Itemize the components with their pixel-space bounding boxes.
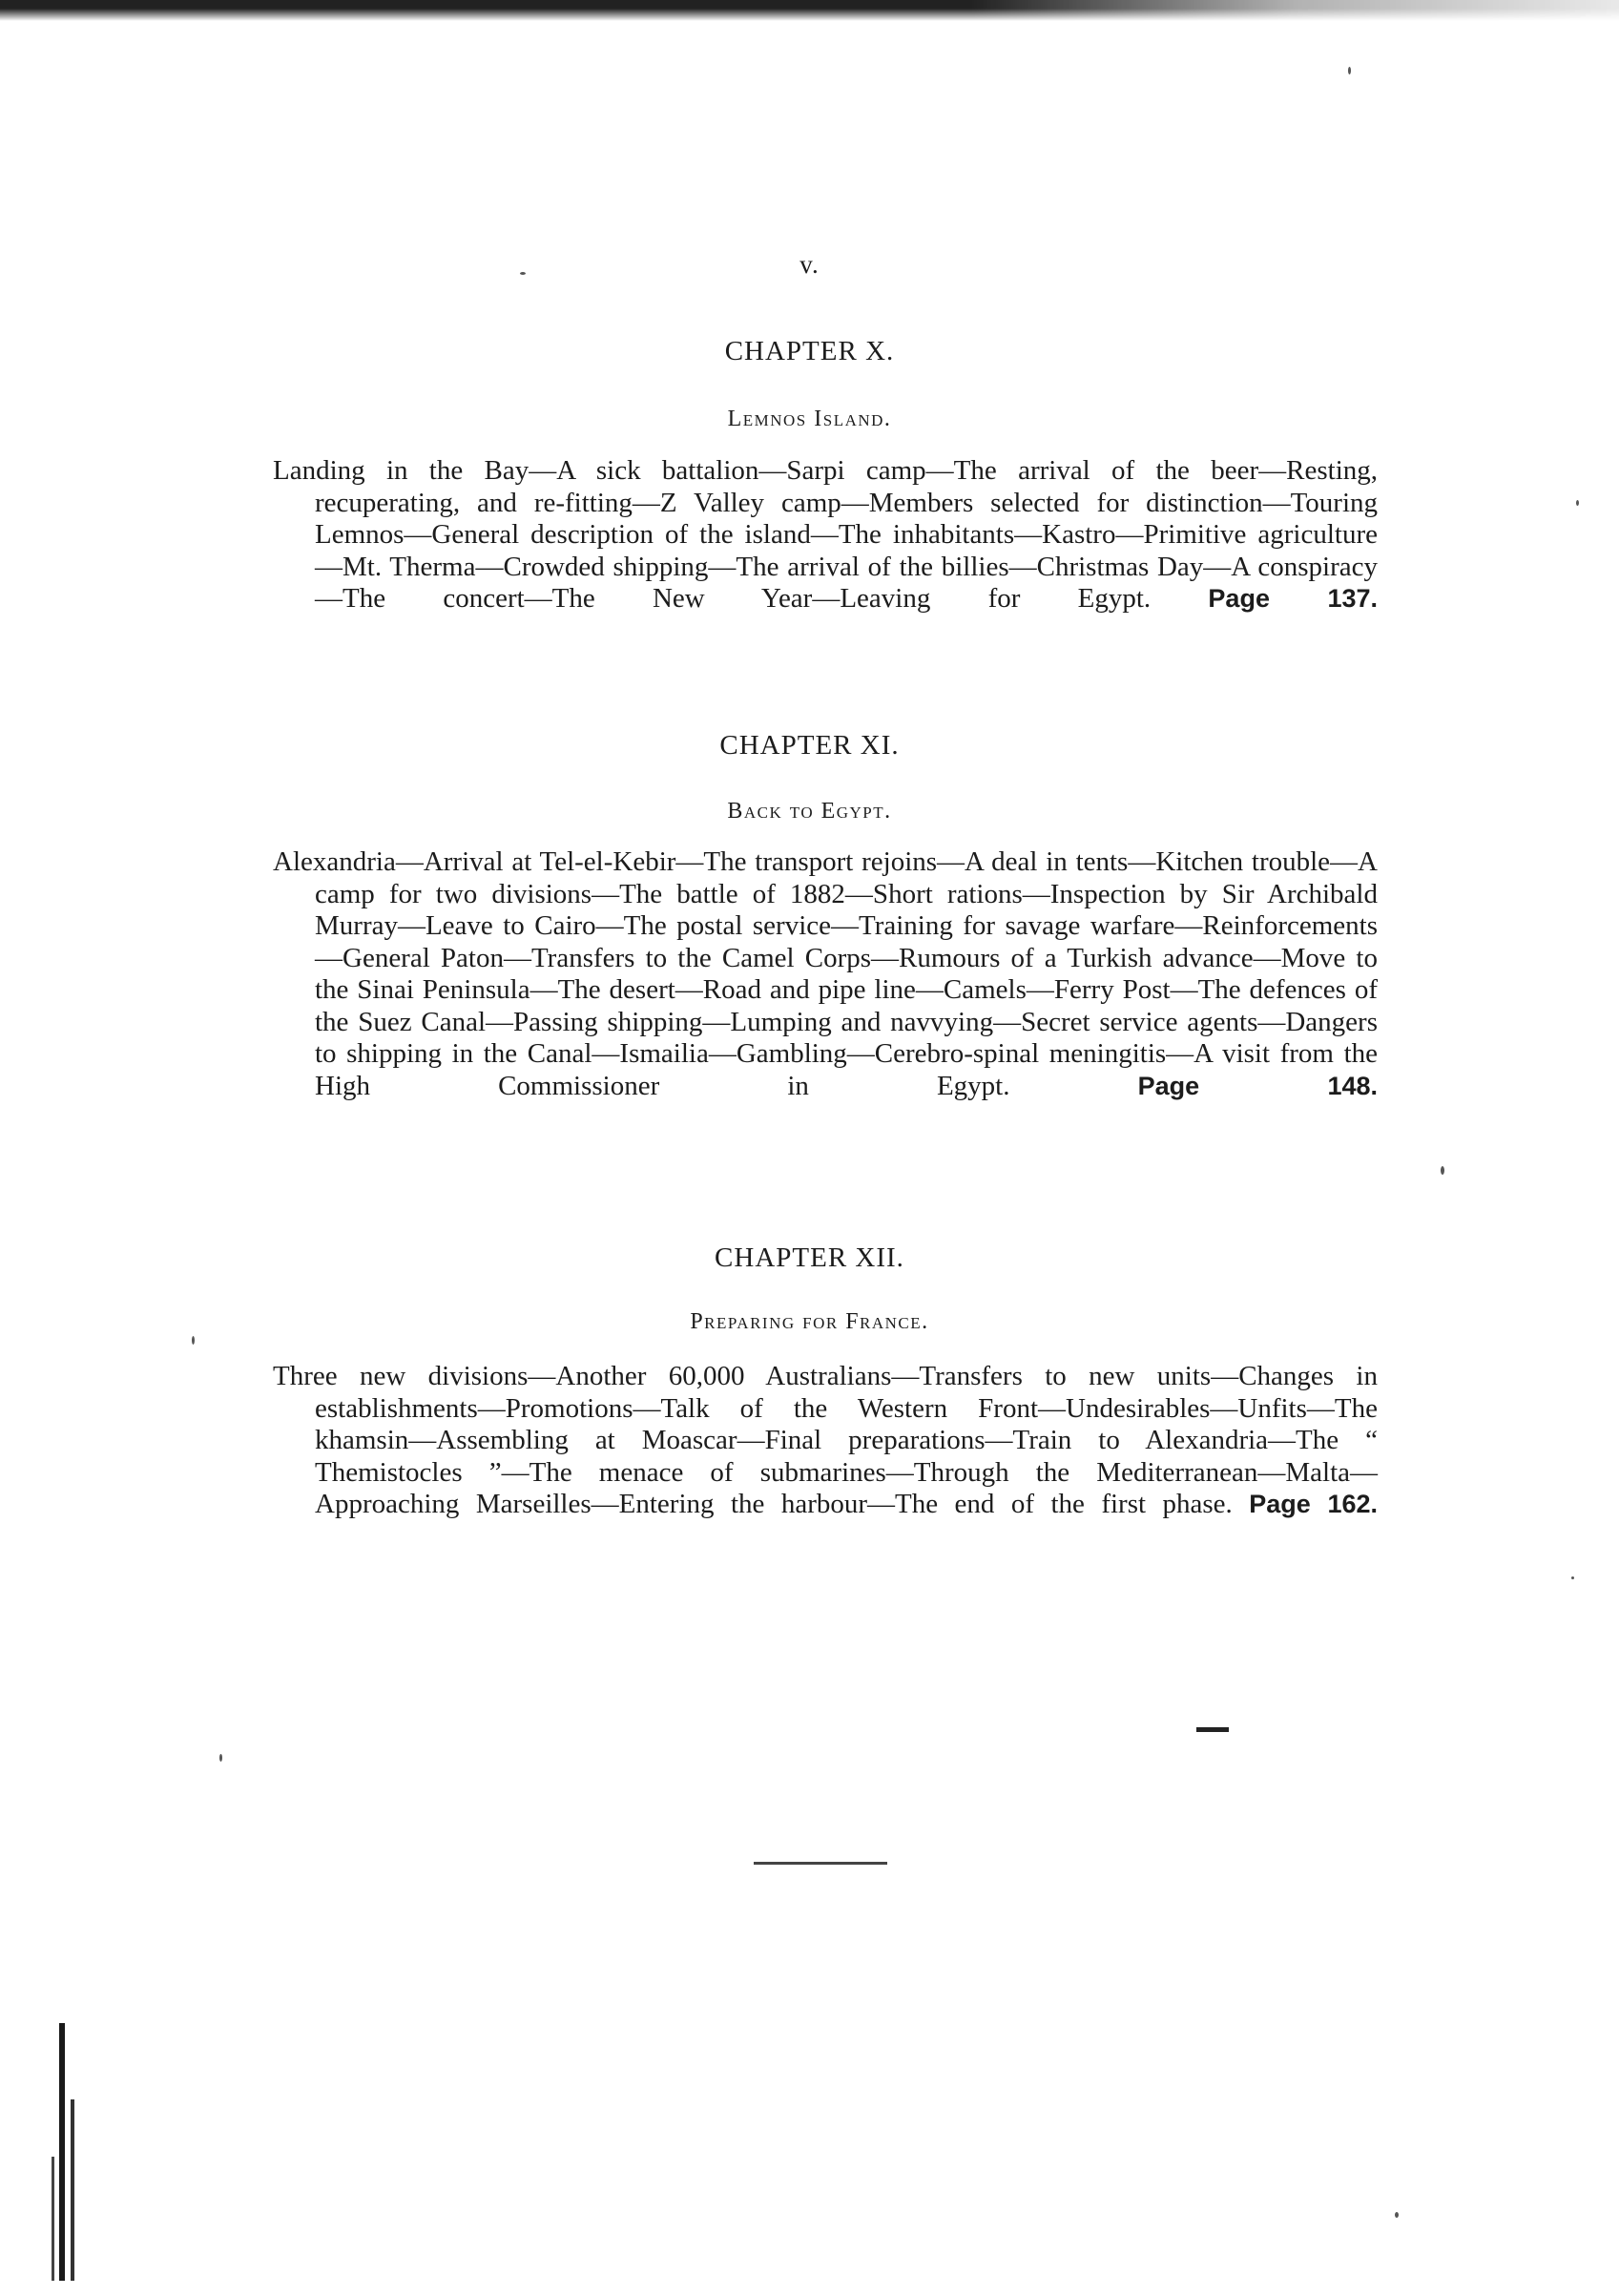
scan-left-edge [71, 2099, 74, 2281]
page-reference: Page 148. [1137, 1071, 1379, 1100]
scan-top-edge [0, 0, 1619, 21]
scan-speck [1348, 67, 1351, 74]
page-reference: Page 162. [1249, 1490, 1378, 1518]
scan-left-edge [59, 2023, 65, 2281]
scan-speck [1576, 500, 1579, 506]
scan-left-edge [52, 2157, 54, 2281]
chapter-subtitle: Preparing for France. [690, 1309, 929, 1334]
chapter-title: CHAPTER XII. [715, 1242, 904, 1273]
scan-speck [1571, 1576, 1574, 1579]
chapter-title: CHAPTER X. [724, 336, 895, 366]
chapter-subtitle: Back to Egypt. [727, 799, 892, 824]
ink-mark [1196, 1727, 1229, 1732]
separator-rule [754, 1862, 887, 1865]
scan-speck [1441, 1166, 1444, 1175]
summary-text: Three new divisions—Another 60,000 Australians—Transfers to new units—Changes in establishments—Promotions—Talk of the Western Front—Undesirables—Unfits—The khamsin—Assembling at Moascar—Final preparations—Train to Alexandria—The “ Themistocles ”—The menace of submarines—Through the Mediterranean—Malta—Approaching Marseilles—Entering the harbour—The end of the first phase. [273, 1361, 1378, 1519]
chapter-title: CHAPTER XI. [719, 730, 900, 761]
chapter-section [0, 1242, 1619, 1567]
scan-speck [219, 1754, 222, 1762]
chapter-summary [273, 455, 1378, 616]
summary-text: Alexandria—Arrival at Tel-el-Kebir—The transport rejoins—A deal in tents—Kitchen trouble—A camp for two divisions—The battle of 1882—Short rations—Inspection by Sir Archibald Murray—Leave to Cairo—The postal service—Training for savage warfare—Reinforcements—General Paton—Transfers to the Camel Corps—Rumours of a Turkish advance—Move to the Sinai Peninsula—The desert—Road and pipe line—Camels—Ferry Post—The defences of the Suez Canal—Passing shipping—Lumping and navvying—Secret service agents—Dangers to shipping in the Canal—Ismailia—Gambling—Cerebro-spinal meningitis—A visit from the High Commissioner in Egypt. [273, 846, 1378, 1101]
chapter-section [0, 336, 1619, 660]
chapter-summary [273, 846, 1378, 1102]
scan-speck [1395, 2212, 1399, 2218]
page-reference: Page 137. [1208, 584, 1378, 613]
chapter-summary [273, 1361, 1378, 1521]
chapter-section [0, 730, 1619, 1169]
scan-speck [520, 272, 526, 275]
page-number: v. [799, 250, 820, 279]
chapter-subtitle: Lemnos Island. [727, 407, 892, 431]
summary-text: Landing in the Bay—A sick battalion—Sarpi camp—The arrival of the beer—Resting, recuperating, and re-fitting—Z Valley camp—Members selected for distinction—Touring Lemnos—General description of the island—The inhabitants—Kastro—Primitive agriculture—Mt. Therma—Crowded shipping—The arrival of the billies—Christmas Day—A conspiracy—The concert—The New Year—Leaving for Egypt. [273, 455, 1378, 614]
scan-speck [192, 1336, 195, 1345]
